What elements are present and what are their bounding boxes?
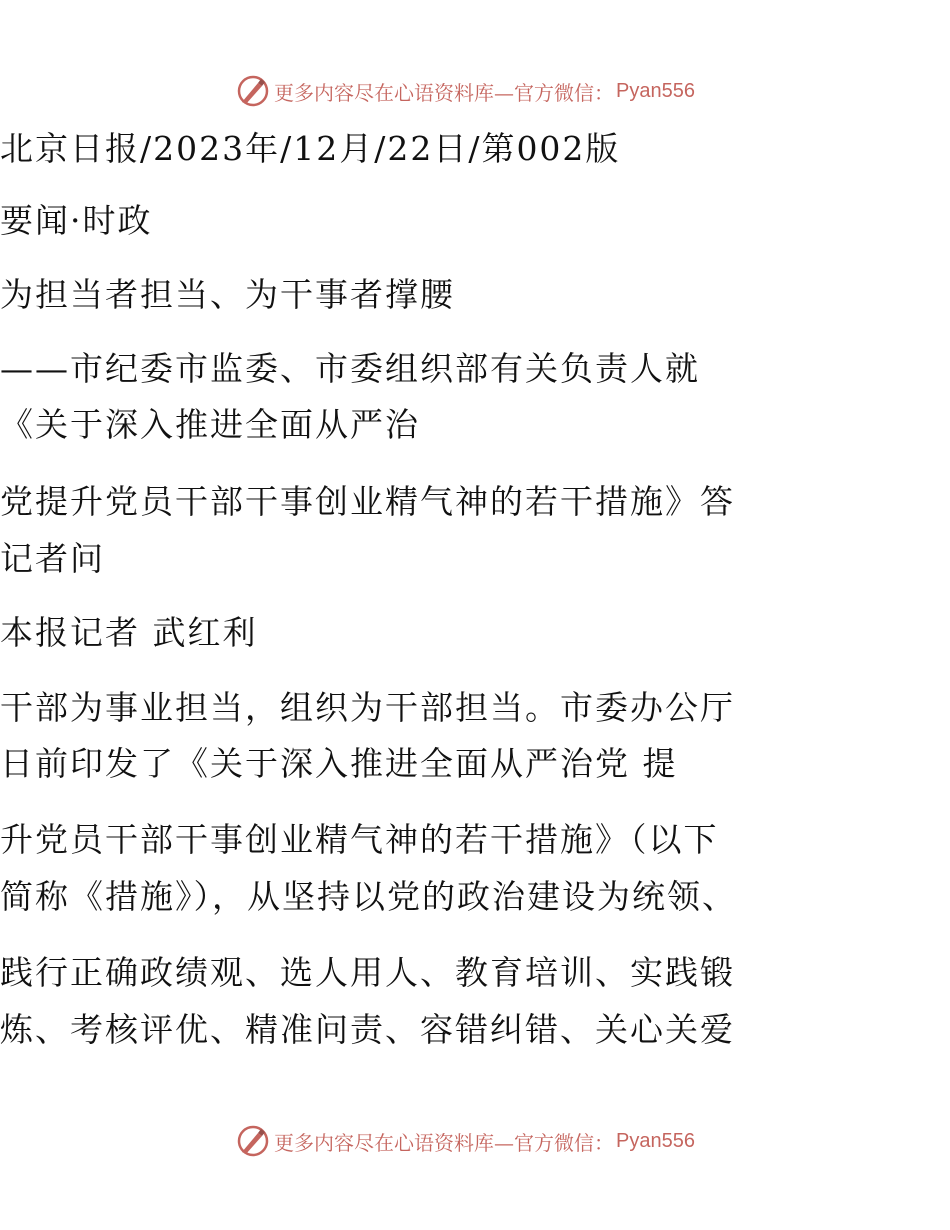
watermark-id: Pyan556	[616, 79, 695, 102]
newspaper-source-line: 北京日报/2023年/12月/22日/第002版	[0, 129, 621, 168]
byline: 本报记者 武红利	[0, 613, 258, 652]
section-label: 要闻·时政	[0, 201, 153, 240]
watermark-bottom	[236, 1123, 695, 1159]
body-line-2: 日前印发了《关于深入推进全面从严治党 提	[0, 744, 678, 783]
article-subtitle-line-1: ——市纪委市监委、市委组织部有关负责人就	[0, 349, 700, 388]
body-line-4: 简称《措施》），从坚持以党的政治建设为统领、	[0, 877, 737, 916]
body-line-1: 干部为事业担当，组织为干部担当。市委办公厅	[0, 688, 735, 727]
pen-circle-logo-icon	[236, 1124, 270, 1158]
pen-circle-logo-icon	[236, 74, 270, 108]
watermark-text: 更多内容尽在心语资料库—官方微信：	[274, 1130, 614, 1155]
body-line-6: 炼、考核评优、精准问责、容错纠错、关心关爱	[0, 1010, 735, 1049]
article-subtitle-line-2: 《关于深入推进全面从严治	[0, 405, 420, 444]
article-subtitle-line-3: 党提升党员干部干事创业精气神的若干措施》答	[0, 482, 735, 521]
watermark-text: 更多内容尽在心语资料库—官方微信：	[274, 80, 614, 105]
article-title: 为担当者担当、为干事者撑腰	[0, 275, 455, 314]
body-line-3: 升党员干部干事创业精气神的若干措施》（以下	[0, 820, 719, 859]
watermark-top	[236, 73, 695, 109]
watermark-id: Pyan556	[616, 1129, 695, 1152]
body-line-5: 践行正确政绩观、选人用人、教育培训、实践锻	[0, 953, 735, 992]
article-subtitle-line-4: 记者问	[0, 539, 105, 578]
